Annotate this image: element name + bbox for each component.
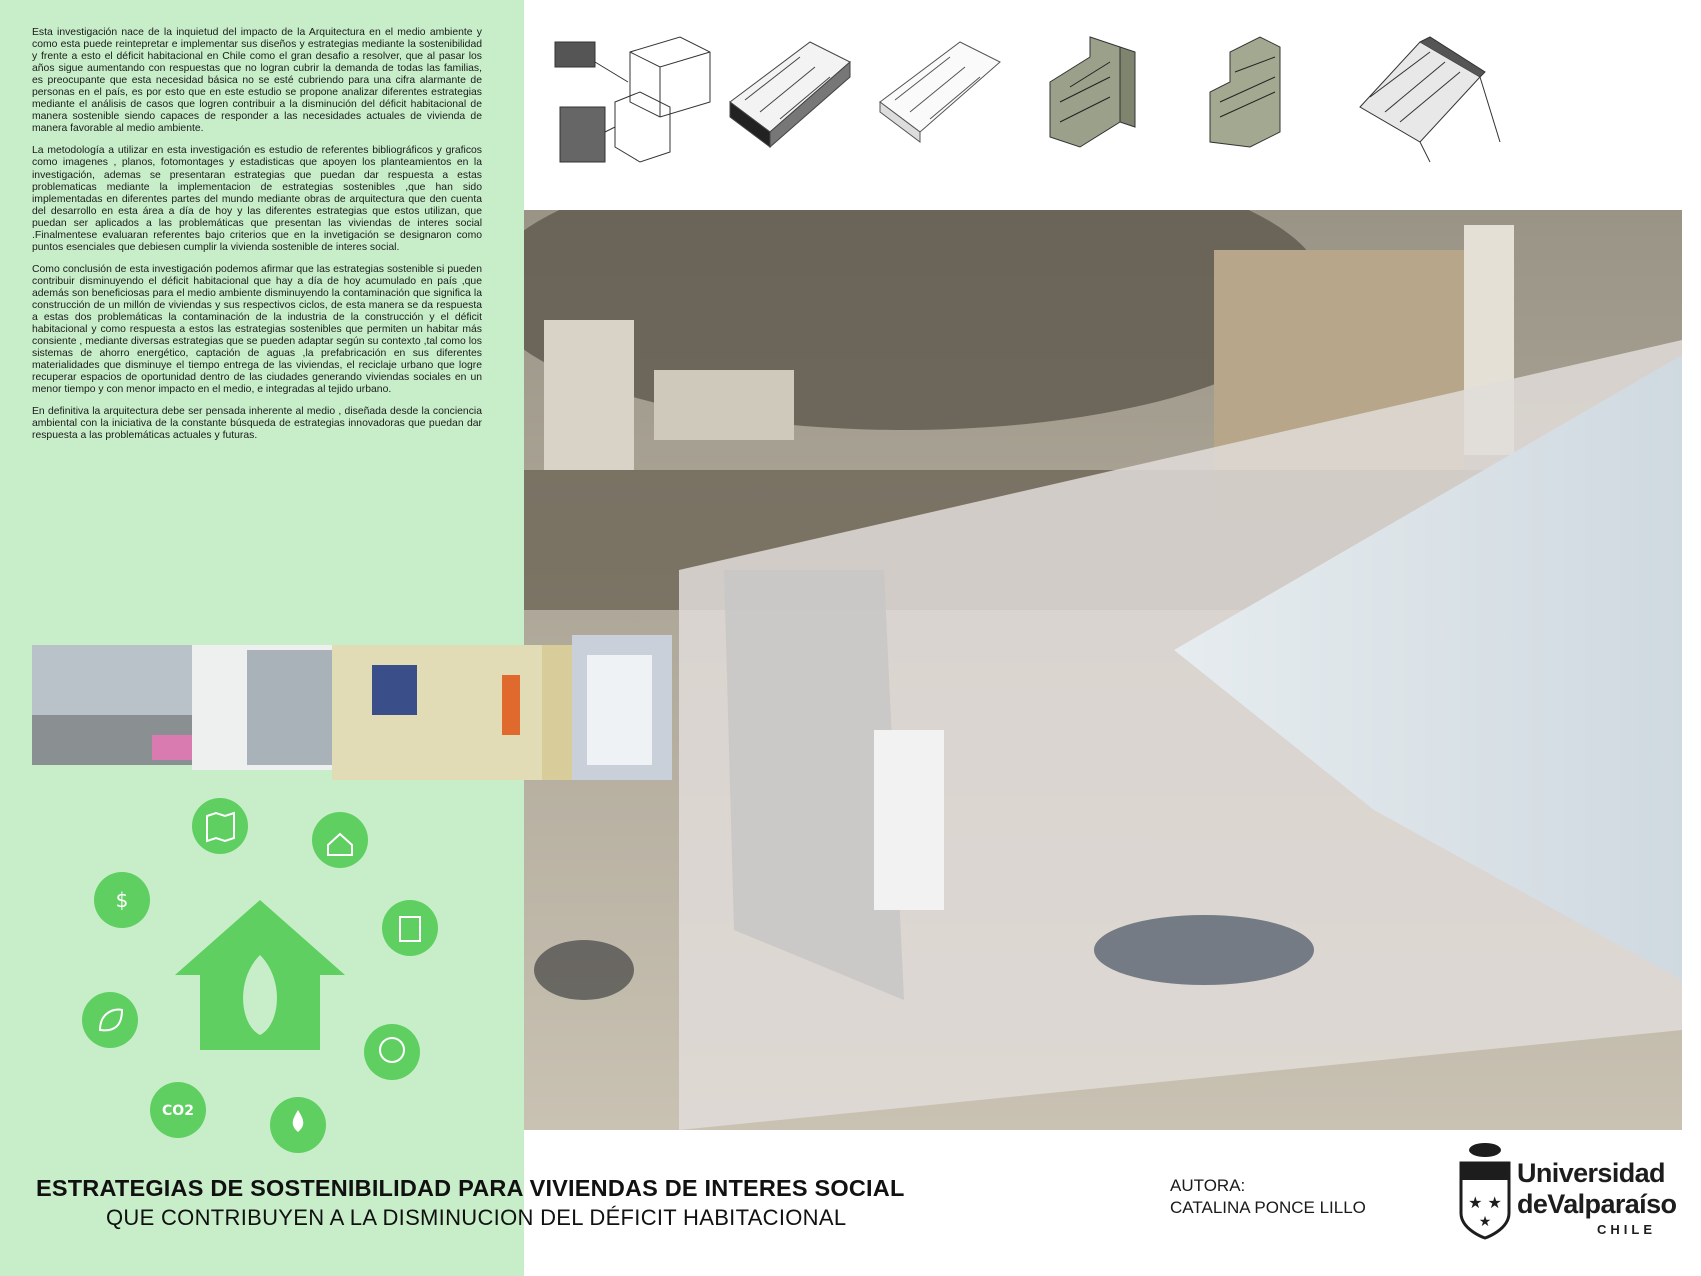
prefab-panel-diagram — [555, 37, 710, 162]
poster-title: ESTRATEGIAS DE SOSTENIBILIDAD PARA VIVIENDAS DE INTERES SOCIAL — [36, 1175, 905, 1201]
university-name-line2: deValparaíso — [1517, 1189, 1677, 1219]
stepped-housing-diagram — [1050, 37, 1135, 147]
lying-person-left — [534, 940, 634, 1000]
eco-house-icon — [175, 900, 345, 1050]
standing-person — [874, 730, 944, 910]
method-paragraph: La metodología a utilizar en esta investigación es estudio de referentes bibliográficos y graficos como imagenes , planos, fotomontages y estadisticas que apoyen los planteamientos en la investigación, ademas se presentaran estrategias que puedan dar respuesta a estas problematicas mediante la implementacion de estrategias sostenibles ,que han sido implementadas en diferentes partes del mundo mediante obras de arquitectura que den cuenta del desarrollo en esta área a día de hoy y las diferentes estrategias que estos utilizan, que puedan ser aplicados a las problemáticas que presentan las viviendas de interes social .Finalmentese evaluaran referentes bajo criterios que en la invetigación se designaron como puntos esenciales que debiesen cumplir la vivienda sostenible de interes social. — [32, 145, 482, 253]
money-recycle-icon — [94, 872, 150, 928]
author-name: CATALINA PONCE LILLO — [1170, 1198, 1366, 1217]
poster-subtitle: QUE CONTRIBUYEN A LA DISMINUCION DEL DÉFICIT HABITACIONAL — [106, 1205, 847, 1230]
conclusion-paragraph: Como conclusión de esta investigación podemos afirmar que las estrategias sostenible si pueden contribuir disminuyendo el déficit habitacional que hay a día de hoy acumulado en país ,que además son beneficiosas para el medio ambiente disminuyendo la contaminación que significa la construcción de un millón de viviendas y sus respectivos ciclos, de esta manera se da respuesta a estas dos problemáticas la contaminación de la industria de la construcción y el déficit habitacional y como respuesta a estos las estrategias sostenibles que permiten un habitar más consiente , mediante diversas estrategias que se pueden adaptar según su contexto ,tal como los sistemas de ahorro energético, captación de aguas ,la prefabricación en sus diferentes materialidades que disminuye el tiempo entrega de las viviendas, el reciclaje urbano que logre recuperar espacios de oportunidad dentro de las ciudades generando viviendas sociales en un menor tiempo y con menor impacto en el medio, e integradas al tejido urbano. — [32, 263, 482, 396]
modular-tower-diagram — [1210, 37, 1280, 147]
water-drops-icon — [270, 1097, 326, 1153]
final-paragraph: En definitiva la arquitectura debe ser pensada inherente al medio , diseñada desde la conciencia ambiental con la iniciativa de la constante búsqueda de estrategias innovadoras que puedan dar respuesta a las problemáticas actuales y futuras. — [32, 406, 482, 442]
university-name-line1: Universidad — [1517, 1158, 1665, 1188]
university-shield-icon — [1455, 1138, 1515, 1243]
author-label: AUTORA: — [1170, 1176, 1246, 1195]
map-icon — [192, 798, 248, 854]
leaf-icon — [82, 992, 138, 1048]
author-block — [1170, 1175, 1366, 1219]
house-location-icon — [312, 812, 368, 868]
floor-plan-diagram — [880, 42, 1000, 142]
intro-paragraph: Esta investigación nace de la inquietud del impacto de la Arquitectura en el medio ambiente y como esta puede reintepretar e implementar sus diseños y estrategias mediante la sostenibilidad y frente a esto el déficit habitacional en Chile como el gran desafio a resolver, que al pasar los años sigue aumentando con respuestas que no logran cubrir la demanda de todas las familias, es preocupante que esta necesidad básica no se esté cubriendo para una cifra alarmante de personas en el país, es por esto que en este estudio se propone analizar diferentes estrategias mediante el análisis de casos que logren contribuir a la disminución del déficit habitacional de manera sostenible siendo capaces de responder a las necesidades actuales de vivienda de manera favorable al medio ambiente. — [32, 27, 482, 135]
intro-text — [32, 27, 482, 453]
svg-text:★: ★ — [1478, 1214, 1492, 1230]
lying-person-right — [1094, 915, 1314, 985]
apartment-plan-diagram — [730, 42, 850, 147]
svg-text:CO2: CO2 — [162, 1103, 194, 1119]
university-country: CHILE — [1597, 1222, 1656, 1237]
svg-text:$: $ — [115, 888, 129, 912]
recycle-bin-icon — [382, 900, 438, 956]
sustainability-icons — [70, 780, 470, 1160]
interior-strip — [32, 625, 752, 795]
housing-block-left — [544, 320, 634, 470]
co2-icon — [150, 1082, 206, 1138]
svg-text:★ ★: ★ ★ — [1468, 1193, 1502, 1212]
greenhouse-roof-diagram — [1360, 37, 1500, 162]
mind-icon — [364, 1024, 420, 1080]
axonometric-diagrams — [550, 22, 1680, 182]
university-logo — [1455, 1138, 1675, 1243]
